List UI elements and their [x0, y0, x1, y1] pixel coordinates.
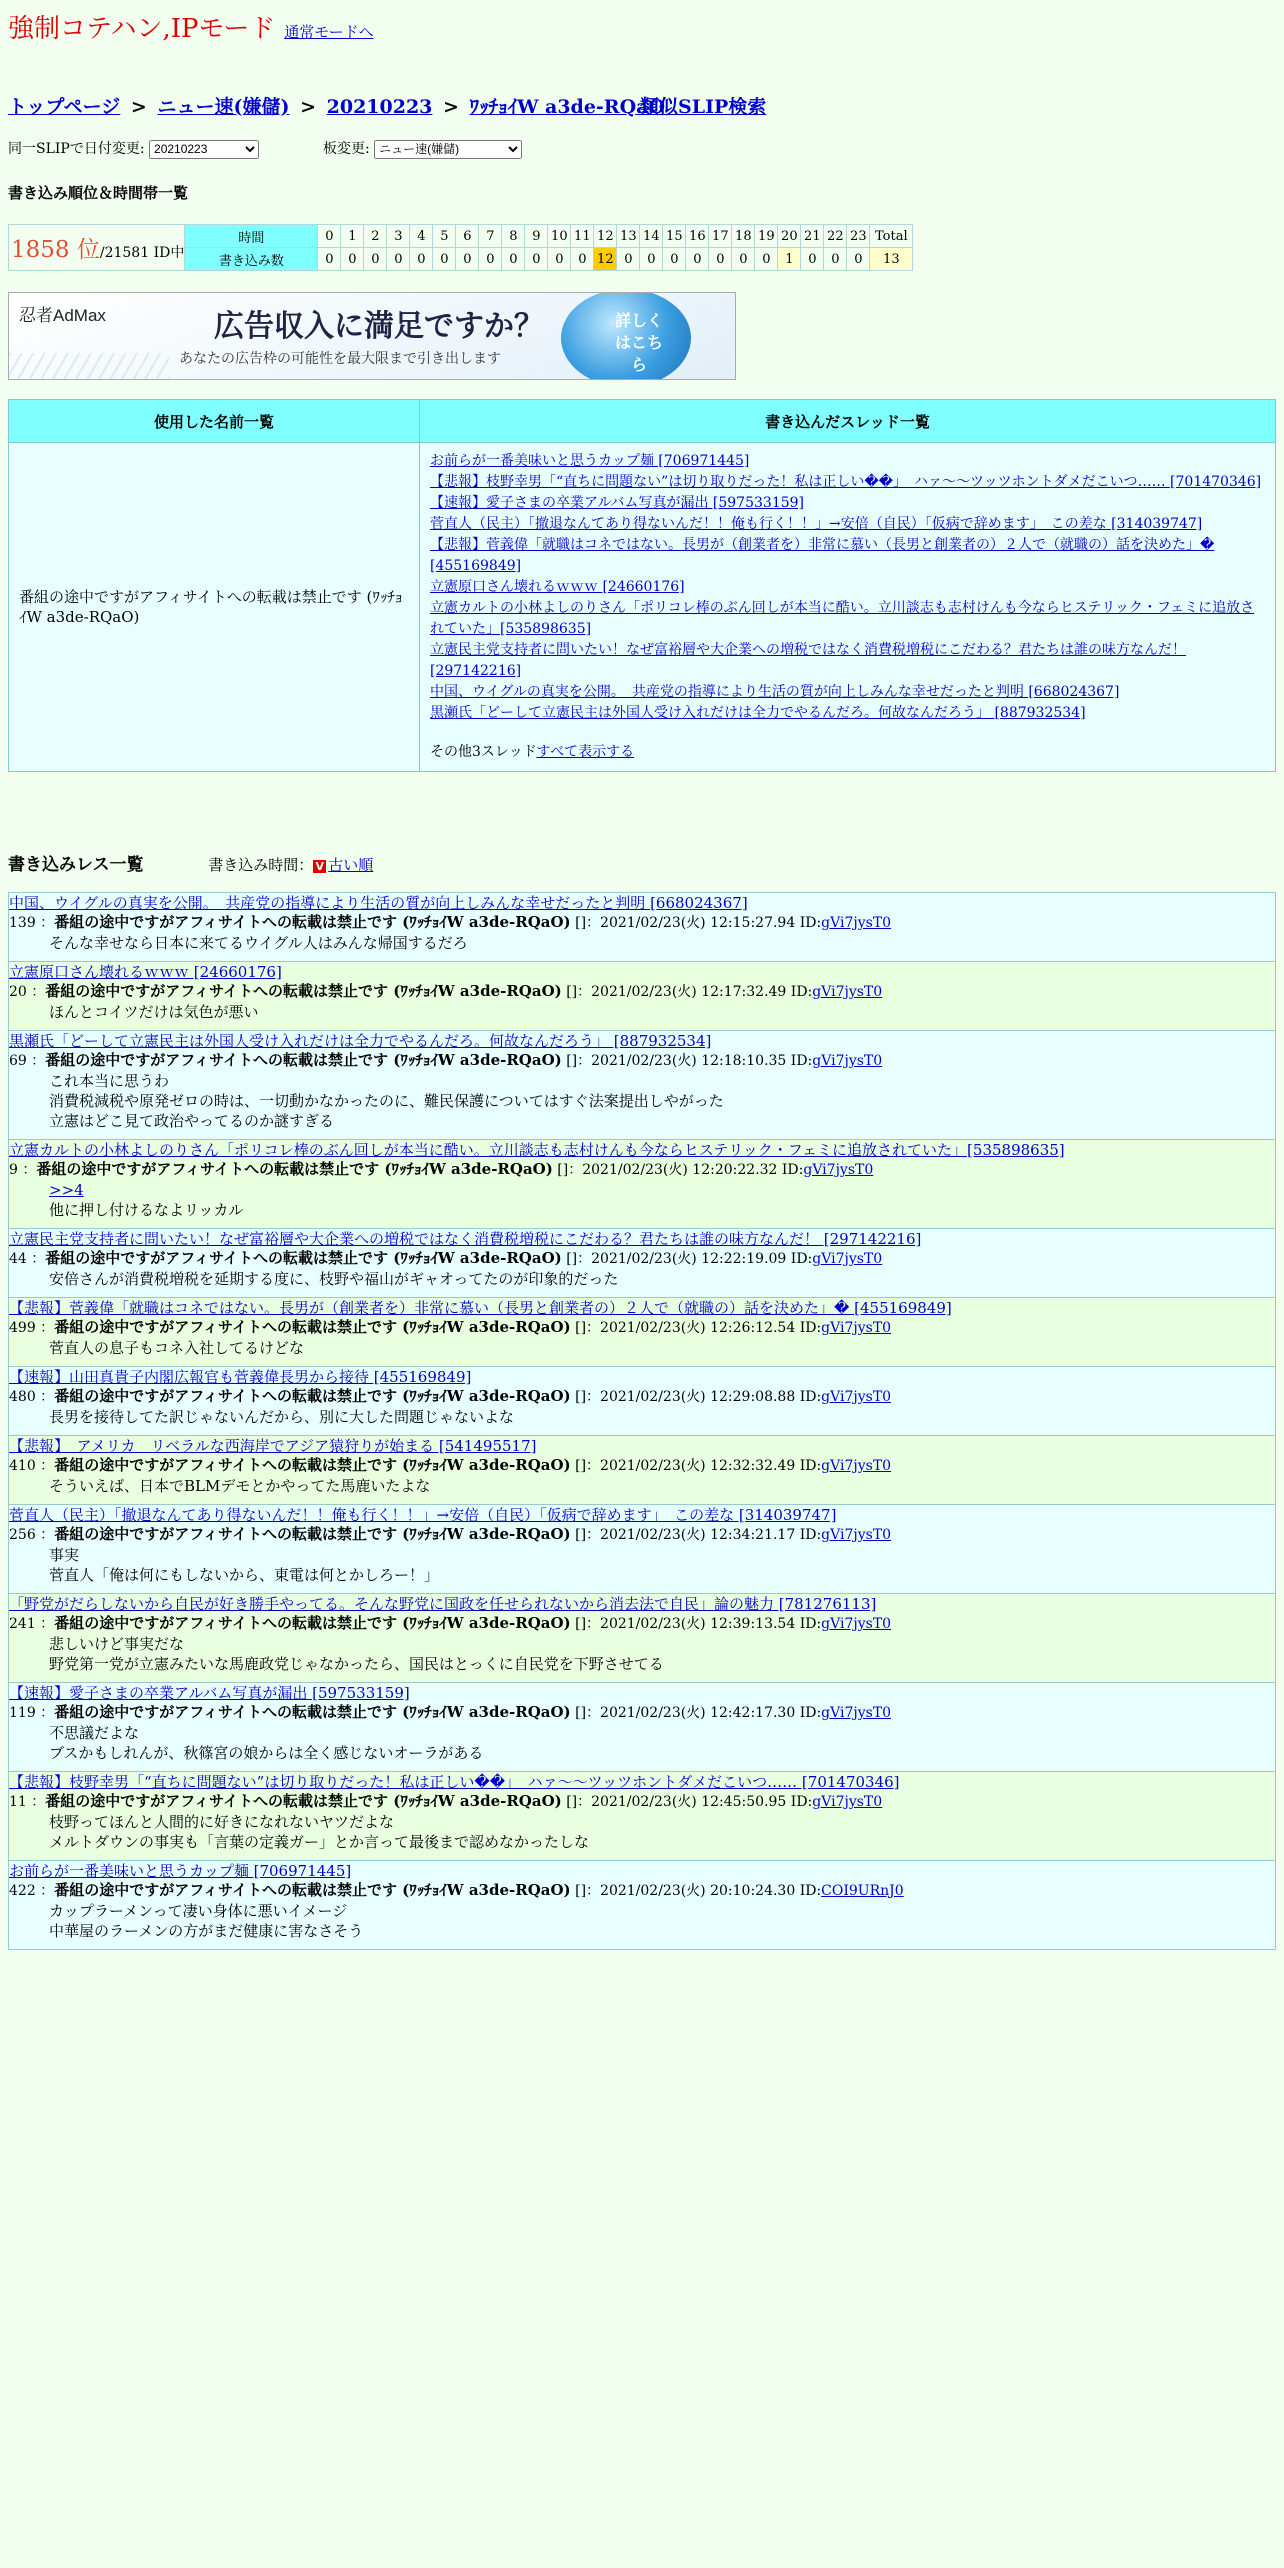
post: [8, 1682, 1276, 1771]
breadcrumb-separator: >: [130, 96, 147, 118]
post-id-link[interactable]: gVi7jysT0: [821, 915, 892, 931]
post-date: []：2021/02/23(火) 12:39:13.54 ID:: [575, 1616, 822, 1632]
post-id-link[interactable]: gVi7jysT0: [812, 984, 883, 1000]
thread-list-item: [430, 472, 1265, 493]
post: [8, 961, 1276, 1030]
count-cell: 0: [548, 248, 571, 271]
post-meta: 499 ：番組の途中ですがアフィサイトへの転載は禁止です (ﾜｯﾁｮｲW a3de-RQaO) []：2021/02/23(火) 12:26:12.54 ID:gVi7jysT0: [9, 1318, 892, 1336]
post-number: 9: [9, 1162, 18, 1178]
hour-cell: 9: [525, 225, 548, 248]
post-thread-link[interactable]: 立憲原口さん壊れるｗｗｗ [24660176]: [9, 963, 282, 981]
thread-list-item: [430, 640, 1265, 682]
hour-cell: 2: [364, 225, 387, 248]
count-cell: 0: [824, 248, 847, 271]
board-change-label: 板変更:: [323, 141, 370, 157]
post: [8, 1228, 1276, 1297]
posts-list: [8, 892, 1276, 1950]
count-cell: 0: [341, 248, 364, 271]
mode-line: [8, 8, 374, 45]
post-author-name: 番組の途中ですがアフィサイトへの転載は禁止です (ﾜｯﾁｮｲW a3de-RQaO): [45, 982, 562, 1000]
post-line: 菅直人「俺は何にもしないから、東電は何とかしろー！」: [49, 1566, 440, 1584]
breadcrumb-board[interactable]: ニュー速(嫌儲): [157, 96, 290, 118]
hour-cell: 6: [456, 225, 479, 248]
names-header: 使用した名前一覧: [9, 400, 420, 443]
count-cell: 0: [755, 248, 778, 271]
sort-oldest-link[interactable]: 古い順: [328, 856, 374, 874]
post-id-link[interactable]: gVi7jysT0: [812, 1794, 883, 1810]
post-line: ブスかもしれんが、秋篠宮の娘からは全く感じないオーラがある: [49, 1744, 484, 1762]
ad-button-text[interactable]: 詳しくはこちら: [614, 313, 663, 374]
post-body: [9, 1812, 1275, 1852]
post-body: [9, 1634, 1275, 1674]
other-threads-line: [430, 742, 1265, 763]
count-cell: 0: [318, 248, 341, 271]
breadcrumb-date[interactable]: 20210223: [326, 96, 433, 118]
posts-header: [8, 850, 373, 875]
post-body: [9, 1545, 1275, 1585]
post-line: 他に押し付けるなよリッカル: [49, 1201, 244, 1219]
post-line: 長男を接待してた訳じゃないんだから、別に大した問題じゃないよな: [49, 1408, 515, 1426]
post-line: 枝野ってほんと人間的に好きになれないヤツだよな: [49, 1813, 395, 1831]
post-date: []：2021/02/23(火) 12:42:17.30 ID:: [575, 1705, 822, 1721]
post-body: [9, 1338, 1275, 1358]
post: [8, 1030, 1276, 1139]
post-number: 119: [9, 1705, 36, 1721]
hour-cell: 4: [410, 225, 433, 248]
board-change-row: [323, 138, 522, 159]
post-line: 消費税減税や原発ゼロの時は、一切動かなかったのに、難民保護についてはすぐ法案提出しやがった: [49, 1092, 724, 1110]
post-author-name: 番組の途中ですがアフィサイトへの転載は禁止です (ﾜｯﾁｮｲW a3de-RQaO): [45, 1792, 562, 1810]
post-meta: 44 ：番組の途中ですがアフィサイトへの転載は禁止です (ﾜｯﾁｮｲW a3de-RQaO) []：2021/02/23(火) 12:22:19.09 ID:gVi7jysT0: [9, 1249, 883, 1267]
date-select[interactable]: [149, 140, 259, 159]
hour-cell: 22: [824, 225, 847, 248]
post-line: 立憲はどこ見て政治やってるのか謎すぎる: [49, 1112, 335, 1130]
post-number: 20: [9, 984, 27, 1000]
post-author-name: 番組の途中ですがアフィサイトへの転載は禁止です (ﾜｯﾁｮｲW a3de-RQaO): [45, 1051, 562, 1069]
post: [8, 1366, 1276, 1435]
hour-cell: 0: [318, 225, 341, 248]
normal-mode-link[interactable]: 通常モードへ: [284, 23, 374, 41]
post-number: 480: [9, 1389, 36, 1405]
rank-cell: [9, 225, 185, 271]
hour-cell: 13: [617, 225, 640, 248]
post-thread-link[interactable]: 「野党がだらしないから自民が好き勝手やってる。そんな野党に国政を任せられないから消去法で自民」論の魅力 [781276113]: [9, 1595, 877, 1613]
post-date: []：2021/02/23(火) 12:32:32.49 ID:: [575, 1458, 822, 1474]
post-date: []：2021/02/23(火) 12:34:21.17 ID:: [575, 1527, 822, 1543]
thread-link[interactable]: 黒瀬氏「どーして立憲民主は外国人受け入れだけは全力でやるんだろ。何故なんだろう」 [887932534]: [430, 705, 1086, 721]
post-id-link[interactable]: gVi7jysT0: [821, 1389, 892, 1405]
post-line: 不思議だよな: [49, 1724, 140, 1742]
post-number: 410: [9, 1458, 36, 1474]
post-line: ほんとコイツだけは気色が悪い: [49, 1003, 259, 1021]
thread-link[interactable]: お前らが一番美味いと思うカップ麺 [706971445]: [430, 453, 750, 469]
post-meta: 422 ：番組の途中ですがアフィサイトへの転載は禁止です (ﾜｯﾁｮｲW a3de-RQaO) []：2021/02/23(火) 20:10:24.30 ID:COI9URnJ0: [9, 1881, 904, 1899]
post-thread-link[interactable]: お前らが一番美味いと思うカップ麺 [706971445]: [9, 1862, 352, 1880]
post-thread-link[interactable]: 【悲報】枝野幸男「“直ちに問題ない”は切り取りだった！私は正しい��」 ハァ～～ツッツホントダメだこいつ…… [701470346]: [9, 1773, 900, 1791]
count-cell: 0: [571, 248, 594, 271]
post-number: 422: [9, 1883, 36, 1899]
thread-list-item: [430, 682, 1265, 703]
hour-cell: 3: [387, 225, 410, 248]
similar-slip-search-link[interactable]: 類似SLIP検索: [640, 96, 767, 118]
used-name: 番組の途中ですがアフィサイトへの転載は禁止です (ﾜｯﾁｮｲW a3de-RQaO): [9, 443, 420, 772]
post-id-link[interactable]: COI9URnJ0: [821, 1883, 904, 1899]
post-number: 241: [9, 1616, 36, 1632]
board-select[interactable]: [374, 140, 522, 159]
post-line: カップラーメンって凄い身体に悪いイメージ: [49, 1902, 348, 1920]
post-id-link[interactable]: gVi7jysT0: [821, 1320, 892, 1336]
hours-label: 時間: [185, 225, 318, 248]
post-body: [9, 1723, 1275, 1763]
date-change-label: 同一SLIPで日付変更:: [8, 141, 145, 157]
reply-anchor-link[interactable]: >>4: [49, 1181, 84, 1199]
rank-position: 1858 位: [11, 237, 100, 263]
sort-label: 書き込み時間：: [208, 856, 314, 874]
post-date: []：2021/02/23(火) 12:20:22.32 ID:: [557, 1162, 804, 1178]
count-cell: 0: [686, 248, 709, 271]
thread-list-item: [430, 451, 1265, 472]
post-meta: 241 ：番組の途中ですがアフィサイトへの転載は禁止です (ﾜｯﾁｮｲW a3de-RQaO) []：2021/02/23(火) 12:39:13.54 ID:gVi7jysT0: [9, 1614, 892, 1632]
rank-section-title: 書き込み順位＆時間帯一覧: [8, 184, 189, 202]
thread-list-item: [430, 577, 1265, 598]
post-body: [9, 933, 1275, 953]
post-body: [9, 1901, 1275, 1941]
post-line: そういえば、日本でBLMデモとかやってた馬鹿いたよな: [49, 1477, 431, 1495]
post-date: []：2021/02/23(火) 12:45:50.95 ID:: [566, 1794, 813, 1810]
post-meta: 20 ：番組の途中ですがアフィサイトへの転載は禁止です (ﾜｯﾁｮｲW a3de-RQaO) []：2021/02/23(火) 12:17:32.49 ID:gVi7jysT0: [9, 982, 883, 1000]
post-date: []：2021/02/23(火) 12:17:32.49 ID:: [566, 984, 813, 1000]
breadcrumb-slip[interactable]: ﾜｯﾁｮｲW a3de-RQaO: [469, 96, 666, 118]
post-thread-link[interactable]: 【悲報】 アメリカ リベラルな西海岸でアジア猿狩りが始まる [541495517]: [9, 1437, 537, 1455]
hour-cell: 10: [548, 225, 571, 248]
names-threads-table: [8, 399, 1276, 772]
post-body: [9, 1002, 1275, 1022]
counts-label: 書き込み数: [185, 248, 318, 271]
count-cell: 0: [847, 248, 870, 271]
post-date: []：2021/02/23(火) 20:10:24.30 ID:: [575, 1883, 822, 1899]
breadcrumb: [8, 92, 665, 119]
post-meta: 11 ：番組の途中ですがアフィサイトへの転載は禁止です (ﾜｯﾁｮｲW a3de-RQaO) []：2021/02/23(火) 12:45:50.95 ID:gVi7jysT0: [9, 1792, 883, 1810]
post-thread-link[interactable]: 立憲民主党支持者に問いたい！なぜ富裕層や大企業への増税ではなく消費税増税にこだわる？君たちは誰の味方なんだ！ [297142216]: [9, 1230, 922, 1248]
post-number: 499: [9, 1320, 36, 1336]
post-meta: 256 ：番組の途中ですがアフィサイトへの転載は禁止です (ﾜｯﾁｮｲW a3de-RQaO) []：2021/02/23(火) 12:34:21.17 ID:gVi7jysT0: [9, 1525, 892, 1543]
hour-cell: 8: [502, 225, 525, 248]
hour-cell: 12: [594, 225, 617, 248]
hour-cell: 1: [341, 225, 364, 248]
post-author-name: 番組の途中ですがアフィサイトへの転載は禁止です (ﾜｯﾁｮｲW a3de-RQaO): [54, 1387, 571, 1405]
post-thread-link[interactable]: 【速報】愛子さまの卒業アルバム写真が漏出 [597533159]: [9, 1684, 410, 1702]
post-thread-link[interactable]: 【悲報】菅義偉「就職はコネではない。長男が（創業者を）非常に慕い（長男と創業者の）２人で（就職の）話を決めた」� [455169849]: [9, 1299, 952, 1317]
post-id-link[interactable]: gVi7jysT0: [803, 1162, 874, 1178]
threads-header: 書き込んだスレッド一覧: [420, 400, 1276, 443]
ad-brand: 忍者AdMax: [19, 306, 106, 325]
count-cell: 0: [364, 248, 387, 271]
post: [8, 1139, 1276, 1228]
post-date: []：2021/02/23(火) 12:18:10.35 ID:: [566, 1053, 813, 1069]
hour-cell: 20: [778, 225, 801, 248]
show-all-threads-link[interactable]: すべて表示する: [536, 744, 635, 760]
post-meta: 69 ：番組の途中ですがアフィサイトへの転載は禁止です (ﾜｯﾁｮｲW a3de-RQaO) []：2021/02/23(火) 12:18:10.35 ID:gVi7jysT0: [9, 1051, 883, 1069]
post-thread-link[interactable]: 中国、ウイグルの真実を公開。 共産党の指導により生活の質が向上しみんな幸せだったと判明 [668024367]: [9, 894, 748, 912]
post-body: [9, 1269, 1275, 1289]
count-cell: 0: [502, 248, 525, 271]
post: [8, 1435, 1276, 1504]
post-date: []：2021/02/23(火) 12:15:27.94 ID:: [575, 915, 822, 931]
post-line: 安倍さんが消費税増税を延期する度に、枝野や福山がギャオってたのが印象的だった: [49, 1270, 619, 1288]
post-id-link[interactable]: gVi7jysT0: [821, 1616, 892, 1632]
thread-link[interactable]: 【悲報】枝野幸男「“直ちに問題ない”は切り取りだった！私は正しい��」 ハァ～～ツッツホントダメだこいつ…… [701470346]: [430, 474, 1262, 490]
count-cell: 0: [410, 248, 433, 271]
count-cell: 0: [640, 248, 663, 271]
count-cell: 0: [732, 248, 755, 271]
hour-cell: 21: [801, 225, 824, 248]
ad-decoration: [9, 353, 169, 380]
count-cell: 0: [525, 248, 548, 271]
post-body: [9, 1407, 1275, 1427]
count-cell: 0: [801, 248, 824, 271]
thread-list-item: [430, 598, 1265, 640]
post-meta: 119 ：番組の途中ですがアフィサイトへの転載は禁止です (ﾜｯﾁｮｲW a3de-RQaO) []：2021/02/23(火) 12:42:17.30 ID:gVi7jysT0: [9, 1703, 892, 1721]
thread-list-item: [430, 493, 1265, 514]
breadcrumb-separator: >: [443, 96, 459, 118]
total-label: Total: [870, 225, 913, 248]
post-thread-link[interactable]: 黒瀬氏「どーして立憲民主は外国人受け入れだけは全力でやるんだろ。何故なんだろう」 [887932534]: [9, 1032, 712, 1050]
hour-cell: 19: [755, 225, 778, 248]
posts-title: 書き込みレス一覧: [8, 855, 144, 875]
post-line: 中華屋のラーメンの方がまだ健康に害なさそう: [49, 1922, 364, 1940]
hour-cell: 15: [663, 225, 686, 248]
count-cell: 0: [709, 248, 732, 271]
post-date: []：2021/02/23(火) 12:29:08.88 ID:: [575, 1389, 822, 1405]
post-number: 11: [9, 1794, 27, 1810]
post-id-link[interactable]: gVi7jysT0: [821, 1705, 892, 1721]
mode-title: 強制コテハン,IPモード: [8, 14, 276, 44]
thread-link[interactable]: 【速報】愛子さまの卒業アルバム写真が漏出 [597533159]: [430, 495, 804, 511]
post-author-name: 番組の途中ですがアフィサイトへの転載は禁止です (ﾜｯﾁｮｲW a3de-RQaO): [54, 913, 571, 931]
post: [8, 1771, 1276, 1860]
ad-headline: 広告収入に満足ですか？: [214, 310, 544, 343]
hour-cell: 18: [732, 225, 755, 248]
thread-link[interactable]: 立憲原口さん壊れるｗｗｗ [24660176]: [430, 579, 685, 595]
post-line: 野党第一党が立憲みたいな馬鹿政党じゃなかったら、国民はとっくに自民党を下野させてる: [49, 1655, 664, 1673]
threads-list: [420, 443, 1276, 772]
thread-link[interactable]: 菅直人（民主）「撤退なんてあり得ないんだ！！俺も行く！！」→安倍（自民）「仮病で辞めます」 この差な [314039747]: [430, 516, 1203, 532]
post-thread-link[interactable]: 立憲カルトの小林よしのりさん「ポリコレ棒のぶん回しが本当に酷い。立川談志も志村けんも今ならヒステリック・フェミに追放されていた」[535898635]: [9, 1141, 1065, 1159]
post-line: メルトダウンの事実も「言葉の定義ガー」とか言って最後まで認めなかったしな: [49, 1833, 590, 1851]
post-id-link[interactable]: gVi7jysT0: [821, 1527, 892, 1543]
post-meta: 480 ：番組の途中ですがアフィサイトへの転載は禁止です (ﾜｯﾁｮｲW a3de-RQaO) []：2021/02/23(火) 12:29:08.88 ID:gVi7jysT0: [9, 1387, 892, 1405]
post: [8, 1860, 1276, 1950]
post-meta: 139 ：番組の途中ですがアフィサイトへの転載は禁止です (ﾜｯﾁｮｲW a3de-RQaO) []：2021/02/23(火) 12:15:27.94 ID:gVi7jysT0: [9, 913, 892, 931]
post-author-name: 番組の途中ですがアフィサイトへの転載は禁止です (ﾜｯﾁｮｲW a3de-RQaO): [45, 1249, 562, 1267]
breadcrumb-separator: >: [300, 96, 316, 118]
ad-banner[interactable]: [8, 292, 736, 380]
post-thread-link[interactable]: 菅直人（民主）「撤退なんてあり得ないんだ！！俺も行く！！」→安倍（自民）「仮病で辞めます」 この差な [314039747]: [9, 1506, 837, 1524]
post: [8, 1504, 1276, 1593]
count-cell: 0: [663, 248, 686, 271]
post-body: [9, 1071, 1275, 1131]
post-author-name: 番組の途中ですがアフィサイトへの転載は禁止です (ﾜｯﾁｮｲW a3de-RQaO): [54, 1456, 571, 1474]
count-cell: 0: [479, 248, 502, 271]
post-line: 菅直人の息子もコネ入社してるけどな: [49, 1339, 305, 1357]
hour-cell: 17: [709, 225, 732, 248]
post-author-name: 番組の途中ですがアフィサイトへの転載は禁止です (ﾜｯﾁｮｲW a3de-RQaO): [36, 1160, 553, 1178]
total-value: 13: [870, 248, 913, 271]
thread-list-item: [430, 535, 1265, 577]
post-number: 69: [9, 1053, 27, 1069]
thread-list-item: [430, 703, 1265, 724]
post-author-name: 番組の途中ですがアフィサイトへの転載は禁止です (ﾜｯﾁｮｲW a3de-RQaO): [54, 1614, 571, 1632]
post: [8, 1297, 1276, 1366]
post-line: そんな幸せなら日本に来てるウイグル人はみんな帰国するだろ: [49, 934, 468, 952]
count-cell: 0: [617, 248, 640, 271]
ad-subtext: あなたの広告枠の可能性を最大限まで引き出します: [179, 350, 501, 366]
post-author-name: 番組の途中ですがアフィサイトへの転載は禁止です (ﾜｯﾁｮｲW a3de-RQaO): [54, 1525, 571, 1543]
thread-link[interactable]: 立憲カルトの小林よしのりさん「ポリコレ棒のぶん回しが本当に酷い。立川談志も志村けんも今ならヒステリック・フェミに追放されていた」[535898635]: [430, 600, 1255, 637]
post: [8, 892, 1276, 961]
post-body: [9, 1180, 1275, 1220]
post-body: [9, 1476, 1275, 1496]
post-thread-link[interactable]: 【速報】山田真貴子内閣広報官も菅義偉長男から接待 [455169849]: [9, 1368, 472, 1386]
post-number: 256: [9, 1527, 36, 1543]
count-cell: 0: [387, 248, 410, 271]
breadcrumb-top[interactable]: トップページ: [8, 96, 121, 118]
post-line: 事実: [49, 1546, 80, 1564]
post-line: これ本当に思うわ: [49, 1072, 170, 1090]
hour-cell: 16: [686, 225, 709, 248]
count-cell: 0: [433, 248, 456, 271]
post-id-link[interactable]: gVi7jysT0: [821, 1458, 892, 1474]
post-id-link[interactable]: gVi7jysT0: [812, 1251, 883, 1267]
sort-icon[interactable]: V: [313, 860, 326, 873]
post-number: 44: [9, 1251, 27, 1267]
post: [8, 1593, 1276, 1682]
post-author-name: 番組の途中ですがアフィサイトへの転載は禁止です (ﾜｯﾁｮｲW a3de-RQaO): [54, 1881, 571, 1899]
post-meta: 9 ：番組の途中ですがアフィサイトへの転載は禁止です (ﾜｯﾁｮｲW a3de-RQaO) []：2021/02/23(火) 12:20:22.32 ID:gVi7jysT0: [9, 1160, 874, 1178]
count-cell: 1: [778, 248, 801, 271]
thread-list-item: [430, 514, 1265, 535]
post-author-name: 番組の途中ですがアフィサイトへの転載は禁止です (ﾜｯﾁｮｲW a3de-RQaO): [54, 1318, 571, 1336]
post-meta: 410 ：番組の途中ですがアフィサイトへの転載は禁止です (ﾜｯﾁｮｲW a3de-RQaO) []：2021/02/23(火) 12:32:32.49 ID:gVi7jysT0: [9, 1456, 892, 1474]
post-line: 悲しいけど事実だな: [49, 1635, 185, 1653]
post-author-name: 番組の途中ですがアフィサイトへの転載は禁止です (ﾜｯﾁｮｲW a3de-RQaO): [54, 1703, 571, 1721]
count-cell: 12: [594, 248, 617, 271]
thread-link[interactable]: 【悲報】菅義偉「就職はコネではない。長男が（創業者を）非常に慕い（長男と創業者の）２人で（就職の）話を決めた」� [455169849]: [430, 537, 1215, 574]
hour-cell: 5: [433, 225, 456, 248]
count-cell: 0: [456, 248, 479, 271]
hour-cell: 14: [640, 225, 663, 248]
hour-cell: 7: [479, 225, 502, 248]
post-date: []：2021/02/23(火) 12:26:12.54 ID:: [575, 1320, 822, 1336]
rank-table: [8, 224, 913, 271]
post-id-link[interactable]: gVi7jysT0: [812, 1053, 883, 1069]
hour-cell: 23: [847, 225, 870, 248]
post-number: 139: [9, 915, 36, 931]
hour-cell: 11: [571, 225, 594, 248]
thread-link[interactable]: 中国、ウイグルの真実を公開。 共産党の指導により生活の質が向上しみんな幸せだったと判明 [668024367]: [430, 684, 1120, 700]
date-change-row: [8, 138, 259, 159]
thread-link[interactable]: 立憲民主党支持者に問いたい！なぜ富裕層や大企業への増税ではなく消費税増税にこだわる？君たちは誰の味方なんだ！ [297142216]: [430, 642, 1186, 679]
post-date: []：2021/02/23(火) 12:22:19.09 ID:: [566, 1251, 813, 1267]
other-threads-count: その他3スレッド: [430, 744, 537, 760]
rank-total-ids: /21581 ID中: [99, 245, 185, 261]
